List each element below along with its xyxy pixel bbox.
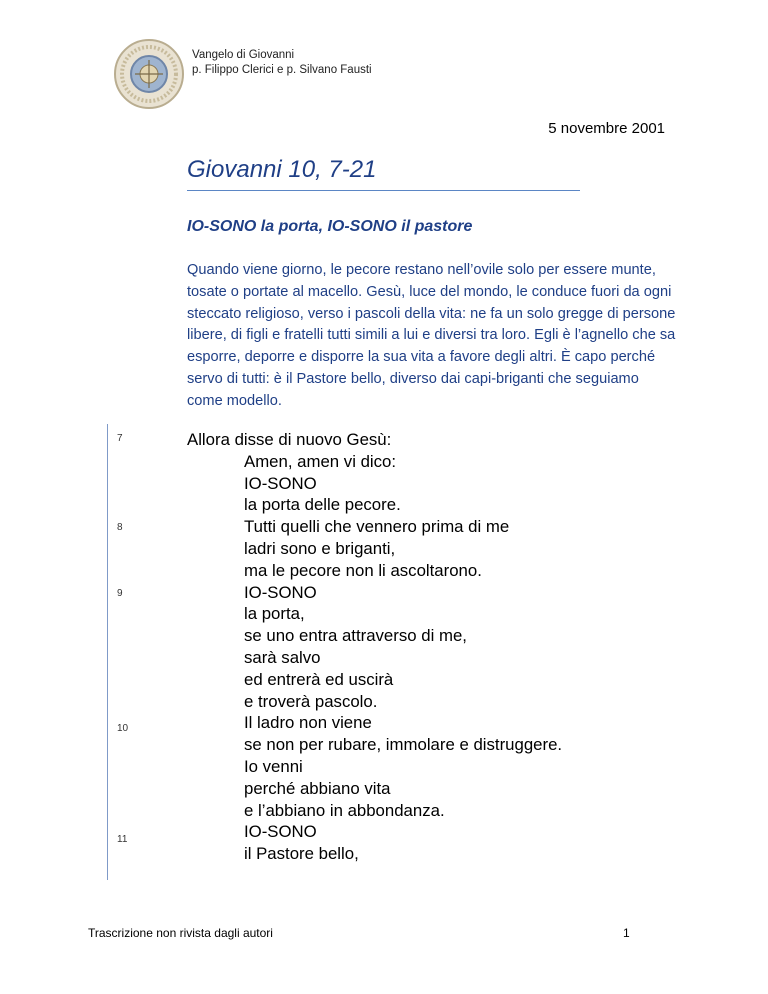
verse-line: perché abbiano vita — [244, 778, 391, 798]
verse-line: Tutti quelli che vennero prima di me — [244, 517, 510, 537]
verse-line: la porta, — [244, 604, 305, 624]
verse-line: se uno entra attraverso di me, — [244, 626, 467, 646]
header-line-authors: p. Filippo Clerici e p. Silvano Fausti — [192, 64, 372, 76]
verse-line: se non per rubare, immolare e distruggere. — [244, 735, 563, 755]
verse-list — [187, 429, 562, 865]
verse-line: IO-SONO — [244, 473, 317, 493]
verse-line: e l’abbiano in abbondanza. — [244, 800, 445, 820]
verse-number: 8 — [117, 522, 123, 533]
verse-line: Il ladro non viene — [244, 713, 372, 733]
verse-line: IO-SONO — [244, 582, 317, 602]
verse-line: Amen, amen vi dico: — [244, 451, 397, 471]
header-line-title: Vangelo di Giovanni — [192, 49, 295, 61]
verse-line: Allora disse di nuovo Gesù: — [187, 430, 392, 449]
summary-paragraph: Quando viene giorno, le pecore restano nell’ovile solo per essere munte, tosate o portate al macello. Gesù, luce del mondo, le conduce fuori da ogni steccato religioso, verso i pascoli della vita: ne fa un solo gregge di persone libere, di figli e fratelli tutti simili a lui e diversi tra loro. Egli è l’agnello che sa esporre, deporre e disporre la sua vita a favore degli altri. È capo perché servo di tutti: è il Pastore bello, diverso dai capi-briganti che seguiamo come modello. — [187, 262, 676, 409]
verse-line: il Pastore bello, — [244, 844, 359, 864]
verse-line: ma le pecore non li ascoltarono. — [244, 560, 482, 580]
verse-margin-rule — [107, 424, 108, 880]
verse-line: la porta delle pecore. — [244, 495, 401, 515]
verse-line: ed entrerà ed uscirà — [244, 669, 394, 689]
verse-number: 11 — [117, 834, 128, 845]
document-date: 5 novembre 2001 — [548, 120, 665, 137]
section-subtitle: IO-SONO la porta, IO-SONO il pastore — [187, 218, 473, 235]
verse-number: 9 — [117, 588, 123, 599]
title-underline — [187, 190, 580, 191]
verse-number: 10 — [117, 723, 129, 734]
verse-line: Io venni — [244, 756, 303, 776]
verse-line: ladri sono e briganti, — [244, 538, 396, 558]
page-number: 1 — [623, 926, 630, 940]
page-title: Giovanni 10, 7-21 — [187, 156, 377, 183]
document-header — [192, 48, 372, 78]
footer-note: Trascrizione non rivista dagli autori — [88, 926, 273, 940]
verse-line: e troverà pascolo. — [244, 691, 378, 711]
verse-number: 7 — [117, 433, 123, 444]
verse-line: IO-SONO — [244, 822, 317, 842]
ihs-seal-icon — [113, 38, 185, 110]
verse-line: sarà salvo — [244, 647, 321, 667]
